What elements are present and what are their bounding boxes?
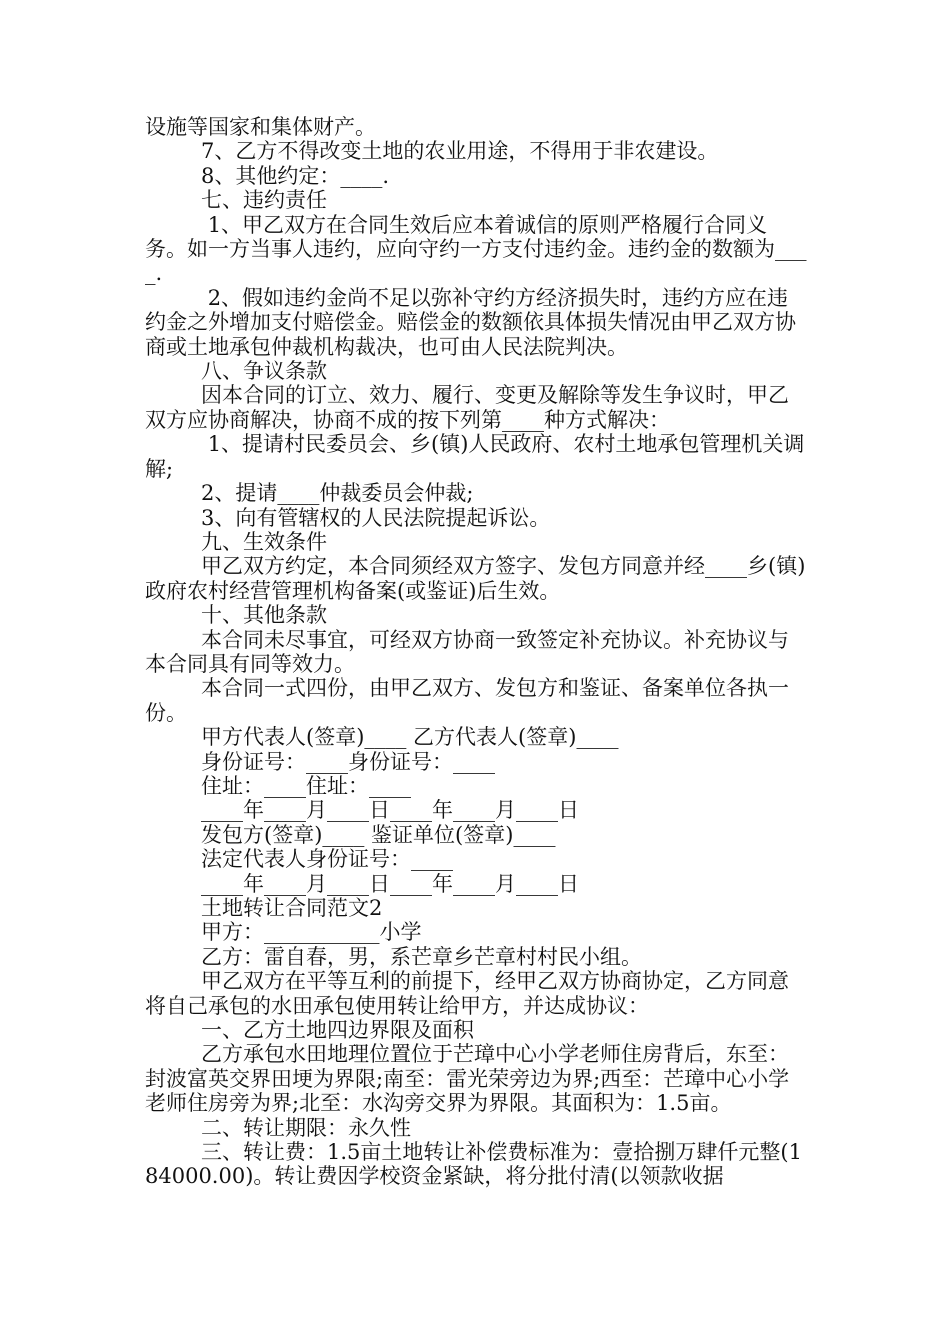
signature-line: 身份证号：____身份证号：____ (201, 749, 495, 774)
paragraph: 1、提请村民委员会、乡(镇)人民政府、农村土地承包管理机关调解; (145, 432, 805, 481)
party-line: 乙方：雷自春，男，系芒章乡芒章村村民小组。 (201, 944, 642, 969)
paragraph: 3、向有管辖权的人民法院提起诉讼。 (201, 505, 551, 530)
paragraph: 三、转让费：1.5亩土地转让补偿费标准为：壹拾捌万肆仟元整(184000.00)。转让费因学校资金紧缺，将分批付清(以领款收据 (145, 1140, 802, 1189)
signature-line: 法定代表人身份证号：____ (201, 847, 453, 872)
section-heading: 一、乙方土地四边界限及面积 (201, 1018, 474, 1043)
document-subtitle: 土地转让合同范文2 (201, 896, 383, 920)
signature-line: 发包方(签章)____ 鉴证单位(签章)____ (201, 822, 556, 847)
paragraph: 因本合同的订立、效力、履行、变更及解除等发生争议时，甲乙双方应协商解决，协商不成的按下列第____种方式解决： (145, 383, 789, 432)
section-heading: 八、争议条款 (201, 359, 327, 384)
paragraph: 2、假如违约金尚不足以弥补守约方经济损失时，违约方应在违约金之外增加支付赔偿金。赔偿金的数额依具体损失情况由甲乙双方协商或土地承包仲裁机构裁决，也可由人民法院判决。 (145, 285, 796, 359)
document-body (145, 115, 809, 1189)
paragraph: 7、乙方不得改变土地的农业用途，不得用于非农建设。 (201, 139, 719, 164)
section-heading: 七、违约责任 (201, 188, 327, 213)
paragraph: 甲乙双方在平等互利的前提下，经甲乙双方协商协定，乙方同意将自己承包的水田承包使用转让给甲方，并达成协议： (145, 969, 789, 1018)
signature-line: 住址：____住址：____ (201, 773, 411, 798)
paragraph: 2、提请____仲裁委员会仲裁; (201, 481, 474, 506)
section-heading: 九、生效条件 (201, 529, 327, 554)
paragraph: 本合同未尽事宜，可经双方协商一致签定补充协议。补充协议与本合同具有同等效力。 (145, 627, 789, 676)
paragraph: 甲乙双方约定，本合同须经双方签字、发包方同意并经____乡(镇)政府农村经营管理机构备案(或鉴证)后生效。 (145, 554, 806, 603)
signature-line: 甲方代表人(签章)____ 乙方代表人(签章)____ (201, 725, 619, 750)
paragraph: 本合同一式四份，由甲乙双方、发包方和鉴证、备案单位各执一份。 (145, 676, 789, 725)
date-line: ____年____月____日____年____月____日 (201, 871, 579, 896)
section-heading: 二、转让期限：永久性 (201, 1115, 411, 1140)
paragraph: 8、其他约定：____. (201, 163, 390, 188)
paragraph: 1、甲乙双方在合同生效后应本着诚信的原则严格履行合同义务。如一方当事人违约，应向守约一方支付违约金。违约金的数额为____. (145, 212, 807, 286)
date-line: ____年____月____日____年____月____日 (201, 798, 579, 823)
paragraph: 设施等国家和集体财产。 (145, 115, 376, 139)
section-heading: 十、其他条款 (201, 603, 327, 628)
paragraph: 乙方承包水田地理位置位于芒璋中心小学老师住房背后，东至：封波富英交界田埂为界限;南至：雷光荣旁边为界;西至：芒璋中心小学老师住房旁为界;北至：水沟旁交界为界限。其面积为：1.5亩。 (145, 1042, 790, 1116)
party-line: 甲方：___________小学 (201, 920, 422, 945)
